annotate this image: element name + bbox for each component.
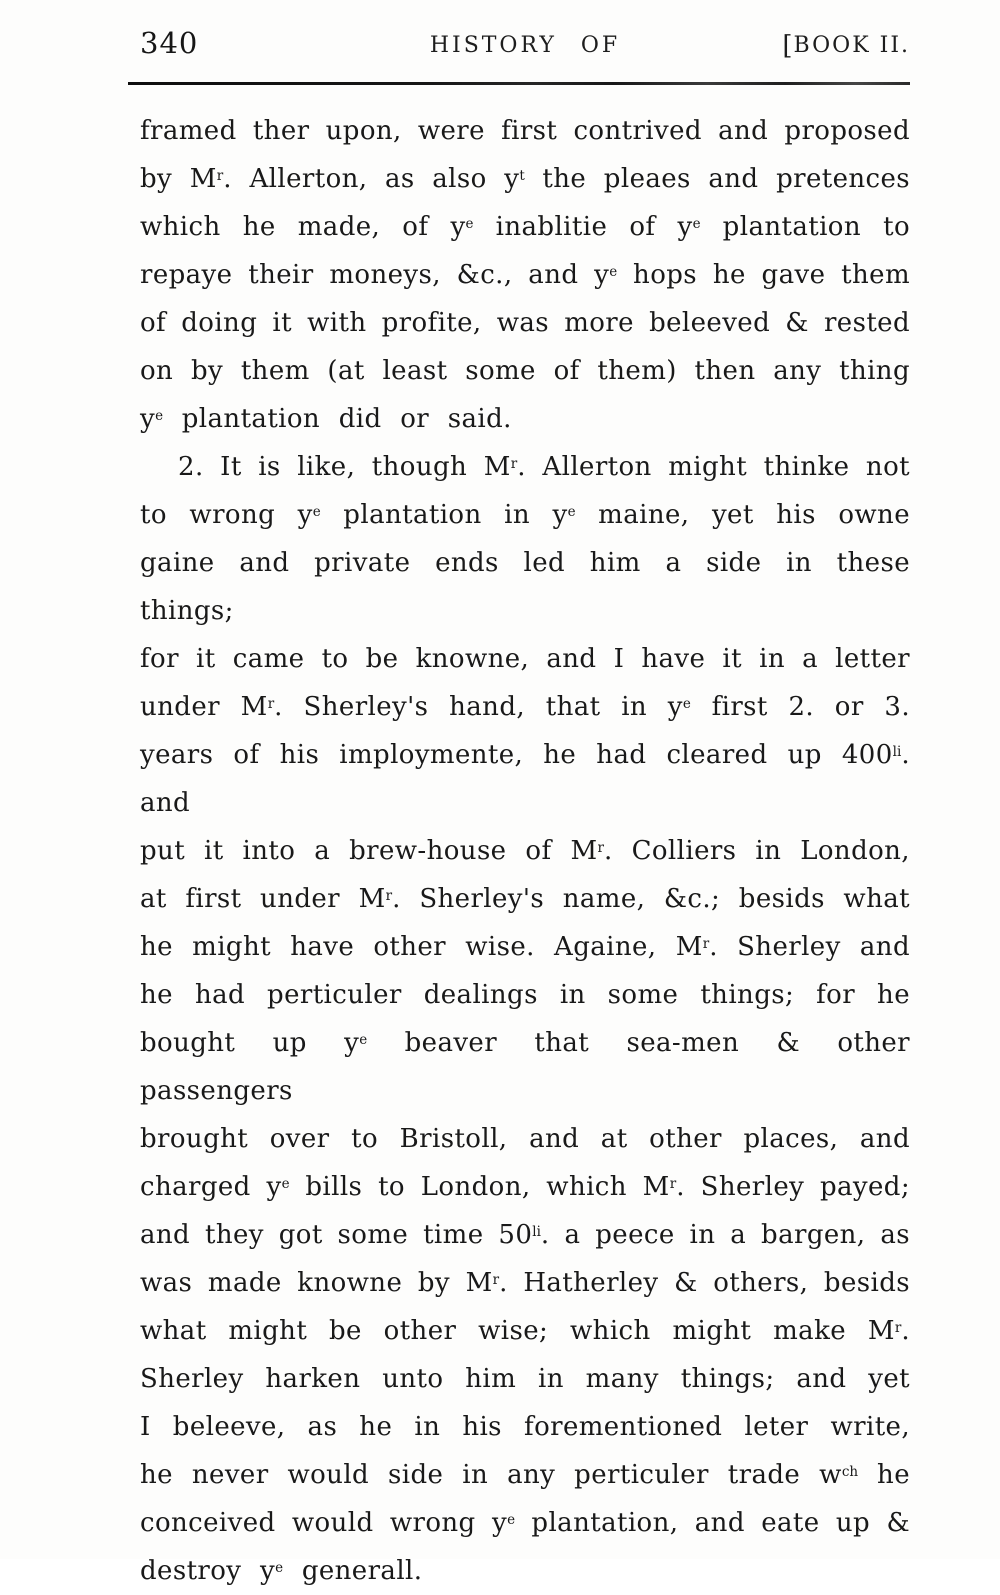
text-line: what might be other wise; which might make $M^r$. — [140, 1316, 910, 1346]
bracket-glyph: [ — [782, 31, 793, 61]
text-line: 2. It is like, though $M^r$. Allerton might thinke not — [178, 452, 910, 482]
page-body — [140, 107, 910, 1595]
text-line: under $M^r$. Sherley's hand, that in $y^e$ first 2. or 3. — [140, 692, 910, 722]
text-line: $y^e$ plantation did or said. — [140, 404, 512, 434]
book-label — [140, 31, 910, 61]
text-line: which he made, of $y^e$ inablitie of $y^e$ plantation to — [140, 212, 910, 242]
text-line: repaye their moneys, &c., and $y^e$ hops he gave them — [140, 260, 910, 290]
text-line: put it into a brew-house of $M^r$. Colliers in London, — [140, 836, 910, 866]
text-line: charged $y^e$ bills to London, which $M^r$. Sherley payed; — [140, 1172, 910, 1202]
text-line: he might have other wise. Againe, $M^r$. Sherley and — [140, 932, 910, 962]
text-line: conceived would wrong $y^e$ plantation, and eate up & — [140, 1508, 910, 1538]
page-number: 340 — [140, 26, 199, 60]
header-rule — [128, 82, 910, 85]
text-line: by $M^r$. Allerton, as also $y^t$ the pleaes and pretences — [140, 164, 911, 194]
text-line: on by them (at least some of them) then any thing — [140, 356, 910, 386]
text-line: gaine and private ends led him a side in these things; — [140, 548, 910, 626]
text-line: for it came to be knowne, and I have it in a letter — [140, 644, 910, 674]
text-line: he never would side in any perticuler trade $w^{ch}$ he — [140, 1460, 910, 1490]
running-title: HISTORY OF — [429, 33, 621, 58]
text-line: brought over to Bristoll, and at other places, and — [140, 1124, 910, 1154]
text-line: to wrong $y^e$ plantation in $y^e$ maine, yet his owne — [140, 500, 910, 530]
text-line: bought up $y^e$ beaver that sea-men & other passengers — [140, 1028, 911, 1106]
book-label-text: BOOK II. — [793, 33, 910, 58]
text-line: was made knowne by $M^r$. Hatherley & others, besids — [140, 1268, 910, 1298]
text-line: at first under $M^r$. Sherley's name, &c.; besids what — [140, 884, 910, 914]
text-line: destroy $y^e$ generall. — [140, 1556, 423, 1586]
text-line: he had perticuler dealings in some things; for he — [140, 980, 910, 1010]
text-line: years of his imploymente, he had cleared up $400^{li}$. and — [140, 740, 910, 818]
text-line: I beleeve, as he in his forementioned leter write, — [140, 1412, 910, 1442]
text-line: of doing it with profite, was more beleeved & rested — [140, 308, 910, 338]
text-line: and they got some time $50^{li}$. a peece in a bargen, as — [140, 1220, 910, 1250]
text-line: framed ther upon, were first contrived and proposed — [140, 116, 910, 146]
text-line: Sherley harken unto him in many things; and yet — [140, 1364, 910, 1394]
